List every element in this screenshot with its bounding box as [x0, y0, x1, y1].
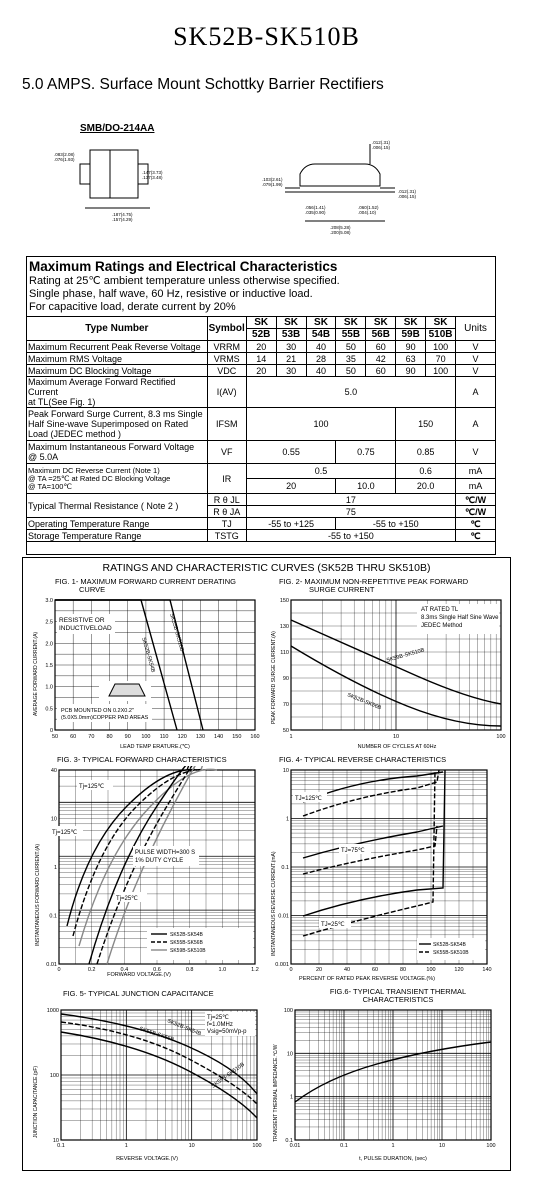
- fig2-curve-label: SK52B-SK56B: [346, 692, 382, 712]
- value-cell: 30: [276, 341, 306, 353]
- tick-label: 10: [438, 1143, 446, 1149]
- fig5-title: FIG. 5- TYPICAL JUNCTION CAPACITANCE: [63, 989, 214, 998]
- dim-12: .006(.15): [398, 194, 417, 199]
- tick-label: 90: [282, 676, 289, 682]
- param-cell: [27, 408, 208, 441]
- tick-label: 110: [280, 650, 289, 656]
- fig1-chart: [27, 596, 267, 756]
- table-row: [27, 408, 496, 441]
- fig4-title: FIG. 4- TYPICAL REVERSE CHARACTERISTICS: [279, 755, 447, 764]
- tick-label: 160: [250, 734, 260, 740]
- fig2-title-line: FIG. 2- MAXIMUM NON-REPETITIVE PEAK FORWARD: [279, 577, 469, 586]
- tick-label: 10: [282, 768, 289, 774]
- fig2-note: JEDEC Method: [421, 623, 463, 629]
- model-header: SK: [276, 317, 306, 329]
- fig5-curve-label: SK55B-SK56B: [138, 1026, 175, 1044]
- tick-label: 100: [486, 1143, 496, 1149]
- ratings-heading: Maximum Ratings and Electrical Characteristics: [29, 259, 338, 274]
- tick-label: 1.5: [45, 663, 53, 669]
- tick-label: 80: [106, 734, 113, 740]
- model-header: 54B: [306, 329, 336, 341]
- value-cell: 10.0: [336, 479, 396, 494]
- tick-label: 100: [252, 1143, 262, 1149]
- table-row: [27, 464, 496, 479]
- tick-label: 0.4: [120, 967, 129, 973]
- value-cell: 0.85: [396, 441, 456, 464]
- fig2-curve-label: SK59B-SK510B: [385, 647, 426, 664]
- tick-label: 70: [282, 702, 289, 708]
- fig3-title: FIG. 3- TYPICAL FORWARD CHARACTERISTICS: [57, 755, 227, 764]
- param-line: Half Sine-wave Superimposed on Rated: [28, 419, 189, 429]
- tick-label: 1: [391, 1143, 395, 1149]
- tick-label: 0.8: [185, 967, 194, 973]
- fig6-ylabel: TRANSIENT THERMAL IMPEDANCE.℃/W: [273, 1044, 279, 1142]
- value-cell: 20: [246, 365, 276, 377]
- fig6-xlabel: t, PULSE DURATION, (sec): [359, 1156, 427, 1162]
- document-subtitle: 5.0 AMPS. Surface Mount Schottky Barrier Rectifiers: [22, 76, 384, 93]
- value-cell: -55 to +125: [246, 518, 336, 530]
- dim-9: .103(2.61): [262, 177, 283, 182]
- tick-label: 0: [57, 967, 61, 973]
- table-row: [27, 365, 496, 377]
- unit-cell: V: [456, 365, 496, 377]
- table-row: [27, 353, 496, 365]
- value-cell: 20: [246, 479, 336, 494]
- model-header: 55B: [336, 329, 366, 341]
- tick-label: 1: [289, 734, 293, 740]
- fig4-xlabel: PERCENT OF RATED PEAK REVERSE VOLTAGE.(%): [299, 976, 435, 982]
- model-header: SK: [336, 317, 366, 329]
- tick-label: 2.5: [45, 619, 53, 626]
- dim-11: .012(.31): [398, 189, 417, 194]
- unit-cell: ℃/W: [456, 494, 496, 506]
- curves-section: [22, 557, 511, 1171]
- tick-label: 50: [51, 734, 59, 740]
- value-cell: 100: [246, 408, 395, 441]
- dim-2: .076(1.93): [54, 157, 75, 162]
- fig3-chart: [27, 766, 267, 978]
- document-title: SK52B-SK510B: [173, 22, 360, 51]
- ratings-line: For capacitive load, derate current by 20%: [29, 301, 236, 313]
- ratings-table: [26, 316, 496, 542]
- table-row: [27, 377, 496, 408]
- tick-label: 40: [50, 768, 57, 774]
- fig6-title-line: CHARACTERISTICS: [362, 995, 434, 1004]
- fig4-legend: SK55B-SK510B: [433, 950, 469, 956]
- tick-label: 150: [232, 734, 242, 740]
- dim-10: .079(1.99): [262, 182, 283, 187]
- fig1-title-line: CURVE: [79, 585, 106, 594]
- fig3-legend: SK55B-SK56B: [170, 940, 203, 946]
- value-cell: 40: [306, 365, 336, 377]
- fig5-chart: [27, 1002, 267, 1166]
- tick-label: 50: [282, 728, 289, 734]
- tick-label: 0: [49, 728, 53, 734]
- dim-1: .083(2.08): [54, 152, 75, 157]
- tick-label: 0: [289, 967, 293, 973]
- symbol-cell: R θ JL: [207, 494, 246, 506]
- dim-5: .187(4.75): [112, 212, 133, 217]
- symbol-cell: TJ: [207, 518, 246, 530]
- tick-label: 120: [177, 734, 187, 740]
- param-cell: [27, 464, 208, 494]
- tick-label: 40: [343, 967, 351, 973]
- symbol-cell: VRMS: [207, 353, 246, 365]
- unit-cell: mA: [456, 464, 496, 479]
- fig1-curve-label: SK52B-SK54B: [140, 636, 156, 674]
- value-cell: 60: [366, 365, 396, 377]
- param-cell: Maximum DC Blocking Voltage: [27, 365, 208, 377]
- fig5-note: f=1.0MHz: [207, 1022, 233, 1028]
- tick-label: 100: [49, 1073, 59, 1079]
- value-cell: 50: [336, 341, 366, 353]
- fig4-temp-label: TJ=125℃: [295, 796, 322, 802]
- tick-label: 110: [159, 734, 169, 740]
- fig1-note: PCB MOUNTED ON 0.2X0.2": [61, 708, 134, 714]
- table-header-row: [27, 317, 496, 329]
- fig3-temp-label: Tj=125℃: [52, 830, 78, 836]
- tick-label: 120: [454, 967, 464, 973]
- param-cell: Maximum Recurrent Peak Reverse Voltage: [27, 341, 208, 353]
- tick-label: 100: [283, 1008, 293, 1014]
- tick-label: 3.0: [45, 598, 53, 604]
- value-cell: 63: [396, 353, 426, 365]
- tick-label: 60: [70, 734, 77, 740]
- symbol-cell: VF: [207, 441, 246, 464]
- tick-label: 1.2: [251, 967, 259, 973]
- table-row: [27, 494, 496, 506]
- curves-heading: RATINGS AND CHARACTERISTIC CURVES (SK52B THRU SK510B): [102, 562, 431, 574]
- package-drawing: [0, 136, 533, 246]
- fig1-ylabel: AVERAGE FORWARD CURRENT.(A): [33, 631, 39, 716]
- unit-cell: V: [456, 353, 496, 365]
- value-cell: 0.55: [246, 441, 336, 464]
- tick-label: 0.6: [153, 967, 161, 973]
- fig3-temp-label: Tj=125℃: [79, 784, 105, 790]
- fig1-note: (5.0X5.0mm)COPPER PAD AREAS: [61, 715, 149, 721]
- param-cell: Storage Temperature Range: [27, 530, 208, 542]
- tick-label: 10: [286, 1051, 293, 1058]
- dim-7: .012(.31): [372, 140, 391, 145]
- tick-label: 90: [124, 734, 131, 740]
- param-cell: [27, 441, 208, 464]
- symbol-cell: IFSM: [207, 408, 246, 441]
- dim-17: .208(5.28): [330, 225, 351, 230]
- dim-3: .147(3.73): [142, 170, 163, 175]
- param-line: Peak Forward Surge Current, 8.3 ms Single: [28, 409, 203, 419]
- tick-label: 0.1: [49, 913, 57, 920]
- fig1-xlabel: LEAD TEMP ERATURE.(℃): [120, 744, 190, 750]
- fig3-temp-label: Tj=25℃: [116, 896, 138, 902]
- param-cell: Typical Thermal Resistance ( Note 2 ): [27, 494, 208, 518]
- fig4-legend: SK52B-SK54B: [433, 942, 466, 948]
- table-row: [27, 341, 496, 353]
- tick-label: 140: [482, 967, 492, 973]
- fig1-note: INDUCTIVELOAD: [59, 625, 112, 632]
- tick-label: 10: [392, 734, 400, 740]
- symbol-cell: R θ JA: [207, 506, 246, 518]
- unit-cell: A: [456, 377, 496, 408]
- fig3-legend: SK52B-SK54B: [170, 932, 203, 938]
- ratings-line: Rating at 25℃ ambient temperature unless otherwise specified.: [29, 275, 340, 287]
- fig6-title-line: FIG.6- TYPICAL TRANSIENT THERMAL: [329, 987, 467, 996]
- fig2-note: 8.3ms Single Half Sine Wave: [421, 615, 499, 621]
- tick-label: 0.01: [278, 913, 289, 920]
- param-cell: [27, 377, 208, 408]
- table-row: [27, 441, 496, 464]
- fig5-ylabel: JUNCTION CAPACITANCE.(pF): [33, 1065, 39, 1138]
- fig3-xlabel: FORWARD VOLTAGE.(V): [107, 972, 171, 978]
- value-cell: 28: [306, 353, 336, 365]
- tick-label: 1: [124, 1143, 128, 1149]
- tick-label: 100: [141, 734, 151, 740]
- model-header: SK: [426, 317, 456, 329]
- ratings-line: Single phase, half wave, 60 Hz, resistive or inductive load.: [29, 288, 313, 300]
- fig2-chart: [267, 596, 511, 756]
- fig2-xlabel: NUMBER OF CYCLES AT 60Hz: [357, 744, 437, 750]
- tick-label: 20: [315, 967, 323, 973]
- fig4-temp-label: TJ=75℃: [341, 848, 365, 854]
- value-cell: 17: [246, 494, 455, 506]
- model-header: SK: [396, 317, 426, 329]
- model-header: 53B: [276, 329, 306, 341]
- value-cell: 40: [306, 341, 336, 353]
- fig4-chart: [267, 766, 511, 988]
- value-cell: 0.5: [246, 464, 395, 479]
- fig5-note: Vsig=50mVp-p: [207, 1029, 247, 1035]
- tick-label: 1000: [46, 1008, 59, 1014]
- dim-4: .137(3.48): [142, 175, 163, 180]
- symbol-cell: I(AV): [207, 377, 246, 408]
- unit-cell: A: [456, 408, 496, 441]
- param-line: at TL(See Fig. 1): [28, 397, 96, 407]
- value-cell: 90: [396, 341, 426, 353]
- tick-label: 130: [279, 624, 289, 630]
- unit-cell: ℃: [456, 530, 496, 542]
- value-cell: -55 to +150: [336, 518, 456, 530]
- value-cell: 100: [426, 365, 456, 377]
- tick-label: 70: [88, 734, 95, 740]
- param-line: Maximum Instantaneous Forward Voltage: [28, 442, 195, 452]
- tick-label: 10: [52, 1138, 59, 1144]
- package-name: SMB/DO-214AA: [80, 123, 155, 134]
- value-cell: 14: [246, 353, 276, 365]
- value-cell: 20.0: [396, 479, 456, 494]
- table-row: [27, 530, 496, 542]
- dim-6: .157(4.29): [112, 217, 133, 222]
- param-line: @ 5.0A: [28, 452, 59, 462]
- tick-label: 2.0: [45, 641, 53, 648]
- tick-label: 0.01: [46, 962, 57, 968]
- tick-label: 1: [289, 1094, 293, 1101]
- model-header: SK: [246, 317, 276, 329]
- param-line: Maximum DC Reverse Current (Note 1): [28, 465, 160, 475]
- fig3-note: 1% DUTY CYCLE: [135, 858, 184, 864]
- fig3-ylabel: INSTANTANEOUS FORWARD CURRENT.(A): [35, 843, 41, 946]
- dim-16: .004(.10): [358, 210, 377, 215]
- unit-cell: V: [456, 441, 496, 464]
- tick-label: 0.001: [275, 962, 289, 968]
- model-header: SK: [366, 317, 396, 329]
- tick-label: 1.0: [45, 684, 53, 691]
- value-cell: -55 to +150: [246, 530, 455, 542]
- ratings-section: [26, 256, 496, 555]
- fig4-temp-label: TJ=25℃: [321, 922, 345, 928]
- tick-label: 0.1: [281, 865, 289, 871]
- table-row: [27, 518, 496, 530]
- value-cell: 21: [276, 353, 306, 365]
- fig6-chart: [267, 1002, 511, 1166]
- tick-label: 0.1: [285, 1138, 293, 1144]
- tick-label: 140: [214, 734, 224, 740]
- model-header: SK: [306, 317, 336, 329]
- value-cell: 90: [396, 365, 426, 377]
- unit-cell: V: [456, 341, 496, 353]
- fig1-title: [55, 578, 255, 594]
- tick-label: 80: [399, 967, 407, 973]
- tick-label: 0.1: [57, 1143, 65, 1149]
- model-header: 56B: [366, 329, 396, 341]
- value-cell: 42: [366, 353, 396, 365]
- dim-18: .200(5.08): [330, 230, 351, 235]
- tick-label: 100: [496, 734, 506, 740]
- tick-label: 0.01: [289, 1143, 301, 1149]
- param-line: Load (JEDEC method ): [28, 429, 122, 439]
- unit-cell: ℃: [456, 518, 496, 530]
- param-line: @ TA=100℃: [28, 481, 72, 491]
- param-line: Maximum Average Forward Rectified Current: [28, 377, 176, 397]
- fig3-legend: SK59B-SK510B: [170, 948, 206, 954]
- tick-label: 60: [371, 967, 379, 973]
- units-header: Units: [456, 317, 496, 341]
- symbol-cell: TSTG: [207, 530, 246, 542]
- tick-label: 10: [50, 816, 57, 823]
- tick-label: 1: [53, 865, 57, 871]
- model-header: 59B: [396, 329, 426, 341]
- model-header: 52B: [246, 329, 276, 341]
- tick-label: 10: [188, 1143, 195, 1149]
- value-cell: 100: [426, 341, 456, 353]
- tick-label: 1.0: [218, 967, 227, 973]
- fig2-title-line: SURGE CURRENT: [309, 585, 375, 594]
- tick-label: 100: [426, 967, 436, 973]
- value-cell: 150: [396, 408, 456, 441]
- value-cell: 20: [246, 341, 276, 353]
- fig5-note: Tj=25℃: [207, 1015, 229, 1021]
- fig2-ylabel: PEAK FORWARD SURGE CURRENT.(A): [271, 631, 277, 724]
- type-number-header: Type Number: [27, 317, 208, 341]
- fig5-curve-label: SK52B-SK54B: [166, 1018, 202, 1038]
- fig2-title: [279, 578, 509, 594]
- fig5-curve-label: SK59B-SK510B: [210, 1061, 246, 1090]
- value-cell: 30: [276, 365, 306, 377]
- tick-label: 1: [285, 816, 289, 823]
- dim-13: .056(1.41): [305, 205, 326, 210]
- dim-14: .035(0.90): [305, 210, 326, 215]
- value-cell: 60: [366, 341, 396, 353]
- fig4-ylabel: INSTANTANEOUS REVERSE CURRENT.(mA): [271, 851, 277, 956]
- unit-cell: ℃/W: [456, 506, 496, 518]
- value-cell: 50: [336, 365, 366, 377]
- tick-label: 150: [279, 598, 289, 604]
- symbol-cell: IR: [207, 464, 246, 494]
- unit-cell: mA: [456, 479, 496, 494]
- fig1-note: RESISTIVE OR: [59, 617, 105, 624]
- symbol-cell: VRRM: [207, 341, 246, 353]
- tick-label: 0.5: [45, 706, 53, 713]
- param-cell: Maximum RMS Voltage: [27, 353, 208, 365]
- symbol-header: Symbol: [207, 317, 246, 341]
- tick-label: 130: [195, 734, 206, 740]
- value-cell: 0.75: [336, 441, 396, 464]
- value-cell: 35: [336, 353, 366, 365]
- fig1-title-line: FIG. 1- MAXIMUM FORWARD CURRENT DERATING: [55, 577, 236, 586]
- fig1-curve-label: SK55B-SK510B: [168, 612, 185, 653]
- param-cell: Operating Temperature Range: [27, 518, 208, 530]
- tick-label: 0.1: [340, 1143, 348, 1149]
- symbol-cell: VDC: [207, 365, 246, 377]
- value-cell: 5.0: [246, 377, 455, 408]
- fig3-note: PULSE WIDTH=300 S: [135, 850, 196, 856]
- param-line: @ TA =25℃ at Rated DC Blocking Voltage: [28, 473, 171, 483]
- fig5-xlabel: REVERSE VOLTAGE.(V): [116, 1156, 178, 1162]
- tick-label: 0.2: [87, 967, 96, 973]
- fig2-note: AT RATED TL: [421, 607, 459, 613]
- dim-15: .060(1.52): [358, 205, 379, 210]
- dim-8: .006(.15): [372, 145, 391, 150]
- model-header: 510B: [426, 329, 456, 341]
- value-cell: 0.6: [396, 464, 456, 479]
- value-cell: 75: [246, 506, 455, 518]
- value-cell: 70: [426, 353, 456, 365]
